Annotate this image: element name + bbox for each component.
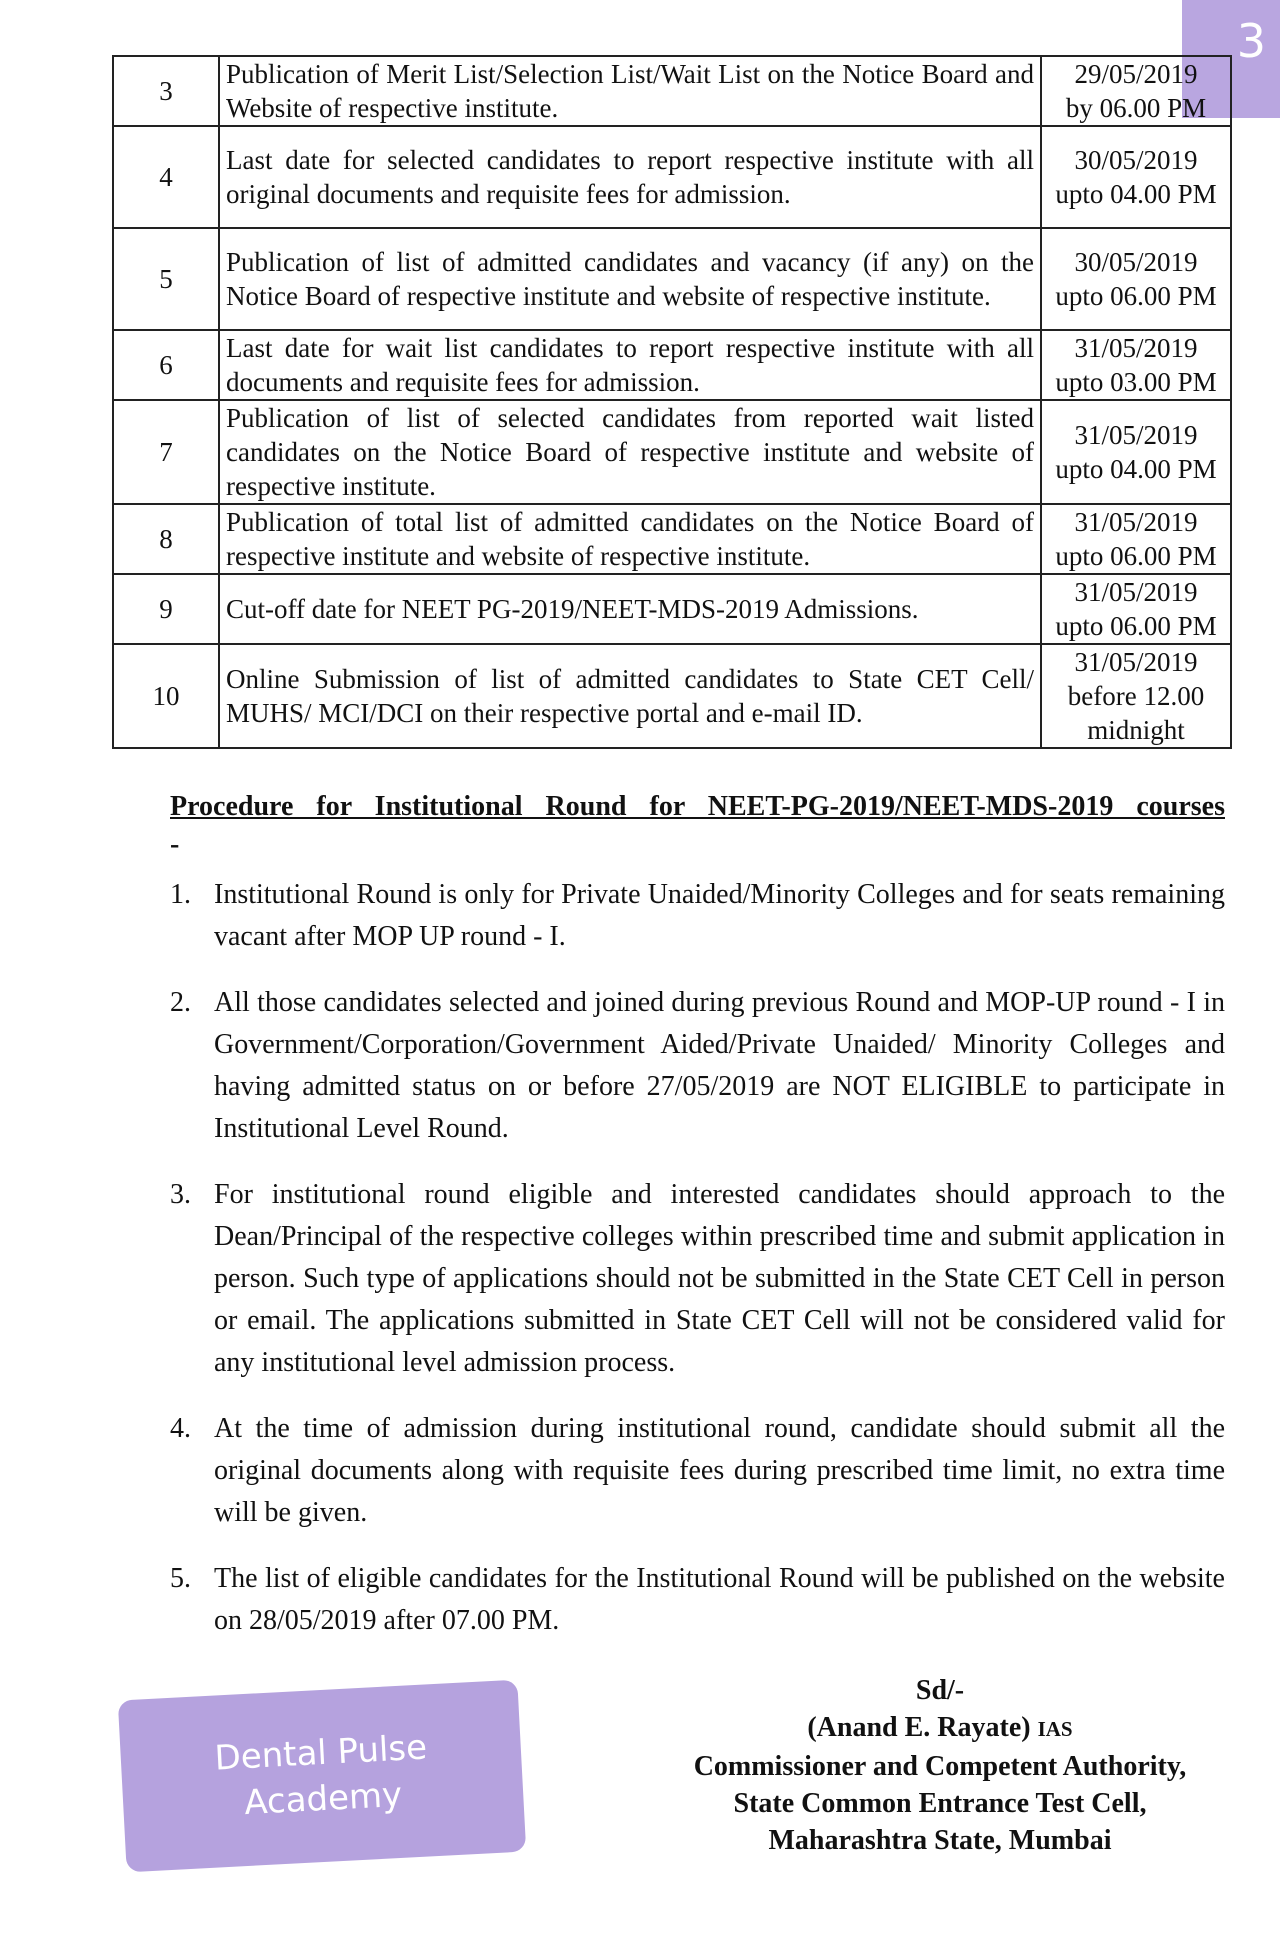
item-text: The list of eligible candidates for the Institutional Round will be published on the website on 28/05/2019 after 07.00 PM. <box>214 1563 1225 1636</box>
time-value: upto 04.00 PM <box>1055 454 1217 484</box>
event-description: Last date for selected candidates to report respective institute with all original documents and requisite fees for admission. <box>219 126 1041 228</box>
item-number: 5. <box>170 1563 191 1594</box>
event-date <box>1041 574 1231 644</box>
date-value: 29/05/2019 <box>1074 59 1198 89</box>
signatory-name: (Anand E. Rayate) <box>807 1712 1031 1743</box>
event-date <box>1041 228 1231 330</box>
item-text: Institutional Round is only for Private Unaided/Minority Colleges and for seats remaining vacant after MOP UP round - I. <box>214 879 1225 952</box>
signatory-service: IAS <box>1037 1717 1073 1741</box>
table-row <box>113 126 1231 228</box>
serial-number: 3 <box>113 56 219 126</box>
item-number: 2. <box>170 987 191 1018</box>
serial-number: 10 <box>113 644 219 748</box>
event-date <box>1041 400 1231 504</box>
watermark-line-1: Dental Pulse <box>213 1727 428 1779</box>
list-item <box>170 982 1225 1150</box>
procedure-list <box>170 874 1225 1642</box>
signatory-name-line <box>640 1709 1240 1748</box>
item-text: For institutional round eligible and interested candidates should approach to the Dean/Principal of the respective colleges within prescribed time and submit application in person. Such type of applications should not be submitted in the State CET Cell in person or email. The applications submitted in State CET Cell will not be considered valid for any institutional level admission process. <box>214 1179 1225 1378</box>
event-date <box>1041 330 1231 400</box>
serial-number: 9 <box>113 574 219 644</box>
list-item <box>170 874 1225 958</box>
serial-number: 7 <box>113 400 219 504</box>
procedure-section <box>170 788 1225 1666</box>
event-date <box>1041 126 1231 228</box>
serial-number: 8 <box>113 504 219 574</box>
table-row <box>113 330 1231 400</box>
table-row <box>113 574 1231 644</box>
item-number: 4. <box>170 1413 191 1444</box>
date-value: 31/05/2019 <box>1074 420 1198 450</box>
watermark-label <box>118 1680 526 1873</box>
table-row <box>113 400 1231 504</box>
date-value: 30/05/2019 <box>1074 145 1198 175</box>
item-number: 3. <box>170 1179 191 1210</box>
table-row <box>113 228 1231 330</box>
time-value: upto 03.00 PM <box>1055 367 1217 397</box>
time-value: before 12.00 midnight <box>1067 681 1205 745</box>
table-row <box>113 504 1231 574</box>
table-row <box>113 56 1231 126</box>
date-value: 31/05/2019 <box>1074 577 1198 607</box>
event-description: Publication of list of selected candidates from reported wait listed candidates on the Notice Board of respective institute and website of respective institute. <box>219 400 1041 504</box>
procedure-heading-suffix: - <box>170 829 180 860</box>
event-date <box>1041 56 1231 126</box>
schedule-table <box>112 55 1232 749</box>
time-value: upto 06.00 PM <box>1055 281 1217 311</box>
procedure-heading <box>170 788 1225 864</box>
time-value: by 06.00 PM <box>1065 93 1207 123</box>
signatory-title-2: State Common Entrance Test Cell, <box>733 1788 1147 1819</box>
signature-block <box>640 1672 1240 1859</box>
date-value: 31/05/2019 <box>1074 333 1198 363</box>
event-description: Publication of list of admitted candidates and vacancy (if any) on the Notice Board of respective institute and website of respective institute. <box>219 228 1041 330</box>
table-row <box>113 644 1231 748</box>
time-value: upto 06.00 PM <box>1055 611 1217 641</box>
watermark-line-2: Academy <box>243 1774 404 1824</box>
date-value: 30/05/2019 <box>1074 247 1198 277</box>
signatory-title-3: Maharashtra State, Mumbai <box>768 1825 1112 1856</box>
time-value: upto 06.00 PM <box>1055 541 1217 571</box>
time-value: upto 04.00 PM <box>1055 179 1217 209</box>
item-text: At the time of admission during institutional round, candidate should submit all the original documents along with requisite fees during prescribed time limit, no extra time will be given. <box>214 1413 1225 1528</box>
event-description: Publication of Merit List/Selection List/Wait List on the Notice Board and Website of respective institute. <box>219 56 1041 126</box>
event-description: Last date for wait list candidates to report respective institute with all documents and requisite fees for admission. <box>219 330 1041 400</box>
serial-number: 4 <box>113 126 219 228</box>
item-number: 1. <box>170 879 191 910</box>
item-text: All those candidates selected and joined during previous Round and MOP-UP round - I in Government/Corporation/Government Aided/Private Unaided/ Minority Colleges and having admitted status on or before 27/05/2019 are NOT ELIGIBLE to participate in Institutional Level Round. <box>214 987 1225 1144</box>
event-description: Cut-off date for NEET PG-2019/NEET-MDS-2019 Admissions. <box>219 574 1041 644</box>
serial-number: 6 <box>113 330 219 400</box>
date-value: 31/05/2019 <box>1074 647 1198 677</box>
event-date <box>1041 644 1231 748</box>
signature-sd: Sd/- <box>915 1675 965 1706</box>
event-description: Publication of total list of admitted candidates on the Notice Board of respective institute and website of respective institute. <box>219 504 1041 574</box>
event-date <box>1041 504 1231 574</box>
signatory-title-1: Commissioner and Competent Authority, <box>693 1751 1187 1782</box>
list-item <box>170 1558 1225 1642</box>
serial-number: 5 <box>113 228 219 330</box>
page-number: 3 <box>1236 14 1266 68</box>
list-item <box>170 1174 1225 1384</box>
date-value: 31/05/2019 <box>1074 507 1198 537</box>
event-description: Online Submission of list of admitted candidates to State CET Cell/ MUHS/ MCI/DCI on their respective portal and e-mail ID. <box>219 644 1041 748</box>
list-item <box>170 1408 1225 1534</box>
procedure-heading-text: Procedure for Institutional Round for NEET-PG-2019/NEET-MDS-2019 courses <box>170 791 1225 822</box>
